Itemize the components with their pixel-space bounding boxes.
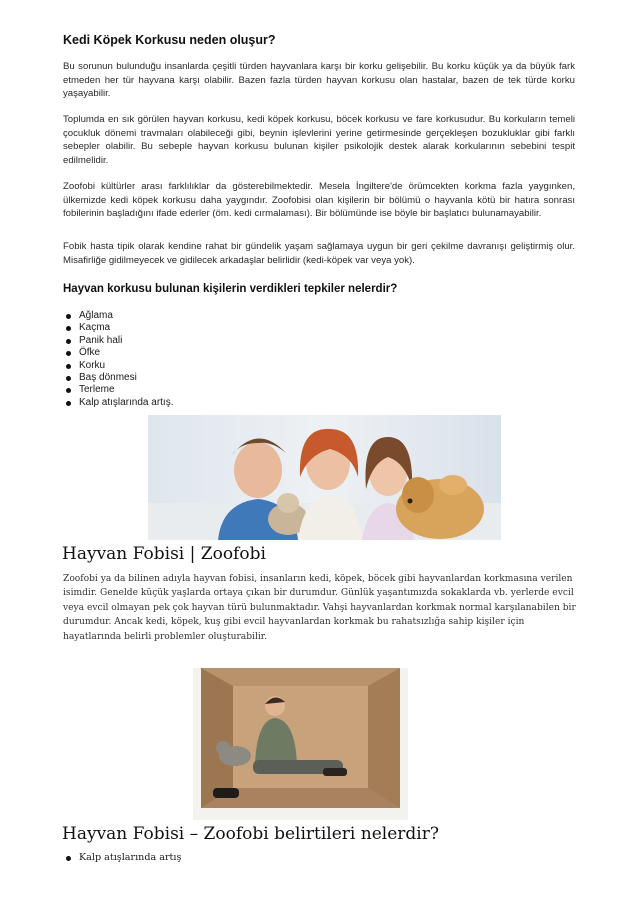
bullet-icon — [66, 351, 71, 356]
list-item-text: Baş dönmesi — [79, 372, 137, 384]
section-heading: Hayvan Fobisi – Zoofobi belirtileri nelerdir? — [62, 824, 439, 844]
paragraph: Zoofobi kültürler arası farklılıklar da gösterebilmektedir. Mesela İngiltere'de örümcekten korkma fazla yaygınken, ülkemizde kedi köpek korkusu daha yaygındır. Zoofobisi olan kişilerin bir bölümü o hayvanla kötü bir hatıra sonrası fobilerinin başladığını ifade ederler (öm. kedi cırmalaması). Bir bölümünde ise böyle bir başlatıcı bulunamayabilir. — [63, 181, 575, 220]
list-item-text: Kaçma — [79, 322, 111, 334]
list-item — [63, 852, 181, 864]
symptom-list — [63, 852, 181, 864]
list-item-text: Panik hali — [79, 334, 123, 346]
bullet-icon — [66, 326, 71, 331]
list-item-text: Ağlama — [79, 310, 113, 321]
section-heading: Hayvan Fobisi | Zoofobi — [62, 544, 266, 564]
bullet-icon — [66, 856, 71, 861]
list-item — [63, 347, 174, 359]
bullet-icon — [66, 314, 71, 319]
list-item-text: Kalp atışlarında artış — [79, 852, 182, 863]
paragraph: Toplumda en sık görülen hayvan korkusu, kedi köpek korkusu, böcek korkusu ve fare korkusudur. Bu korkuların temeli çocukluk dönemi travmaları olabileceği gibi, beynin işlevlerini yerine getirmesinde gerçekleşen bozukluklar gibi farklı sebepler olabilir. Bu sebeple hayvan korkusu bulunan kişiler psikolojik destek alarak korkularının sebebini tespit edilmelidir. — [63, 114, 575, 166]
bullet-icon — [66, 376, 71, 381]
section-heading: Kedi Köpek Korkusu neden oluşur? — [63, 33, 276, 47]
bullet-icon — [66, 364, 71, 369]
paragraph: Bu sorunun bulunduğu insanlarda çeşitli türden hayvanlara karşı bir korku gelişebilir. Bu korku küçük ya da büyük fark etmeden her tür hayvana karşı olabilir. Bazen fazla türden hayvan korkusu olan hastalar, bazen de tek türde korku yaşayabilir. — [63, 61, 575, 100]
reaction-list — [63, 310, 174, 409]
list-item — [63, 310, 174, 322]
list-item — [63, 372, 174, 384]
paragraph: Fobik hasta tipik olarak kendine rahat bir gündelik yaşam sağlamaya uygun bir geri çekilme davranışı geliştirmiş olur. Misafirliğe gidilmeyecek ve gidilecek arkadaşlar belirlidir (kedi-köpek var veya yok). — [63, 241, 575, 266]
list-item-text: Terleme — [79, 384, 115, 396]
list-item-text: Öfke — [79, 347, 101, 359]
list-item-text: Korku — [79, 359, 106, 371]
list-item — [63, 322, 174, 334]
man-in-box-photo — [193, 668, 408, 820]
list-item-text: Kalp atışlarında artış. — [79, 396, 174, 408]
bullet-icon — [66, 401, 71, 406]
list-item — [63, 397, 174, 409]
family-with-dog-photo — [148, 415, 501, 540]
list-item — [63, 335, 174, 347]
section-heading: Hayvan korkusu bulunan kişilerin verdikleri tepkiler nelerdir? — [63, 283, 398, 295]
paragraph: Zoofobi ya da bilinen adıyla hayvan fobisi, insanların kedi, köpek, böcek gibi hayvanlardan korkmasına verilen isimdir. Genelde küçük yaşlarda ortaya çıkan bir durumdur. Günlük yaşantımızda sokaklarda vb. yerlerde evcil veya evcil olmayan pek çok hayvan türü bulunmaktadır. Vahşi hayvanlardan korkmak normal karşılanabilen bir durumdur. Ancak kedi, köpek, kuş gibi evcil hayvanlardan korkmak bu rahatsızlığa sahip kişiler için hayatlarında belirli problemler oluşturabilir. — [63, 574, 576, 642]
list-item — [63, 360, 174, 372]
bullet-icon — [66, 339, 71, 344]
bullet-icon — [66, 388, 71, 393]
list-item — [63, 384, 174, 396]
